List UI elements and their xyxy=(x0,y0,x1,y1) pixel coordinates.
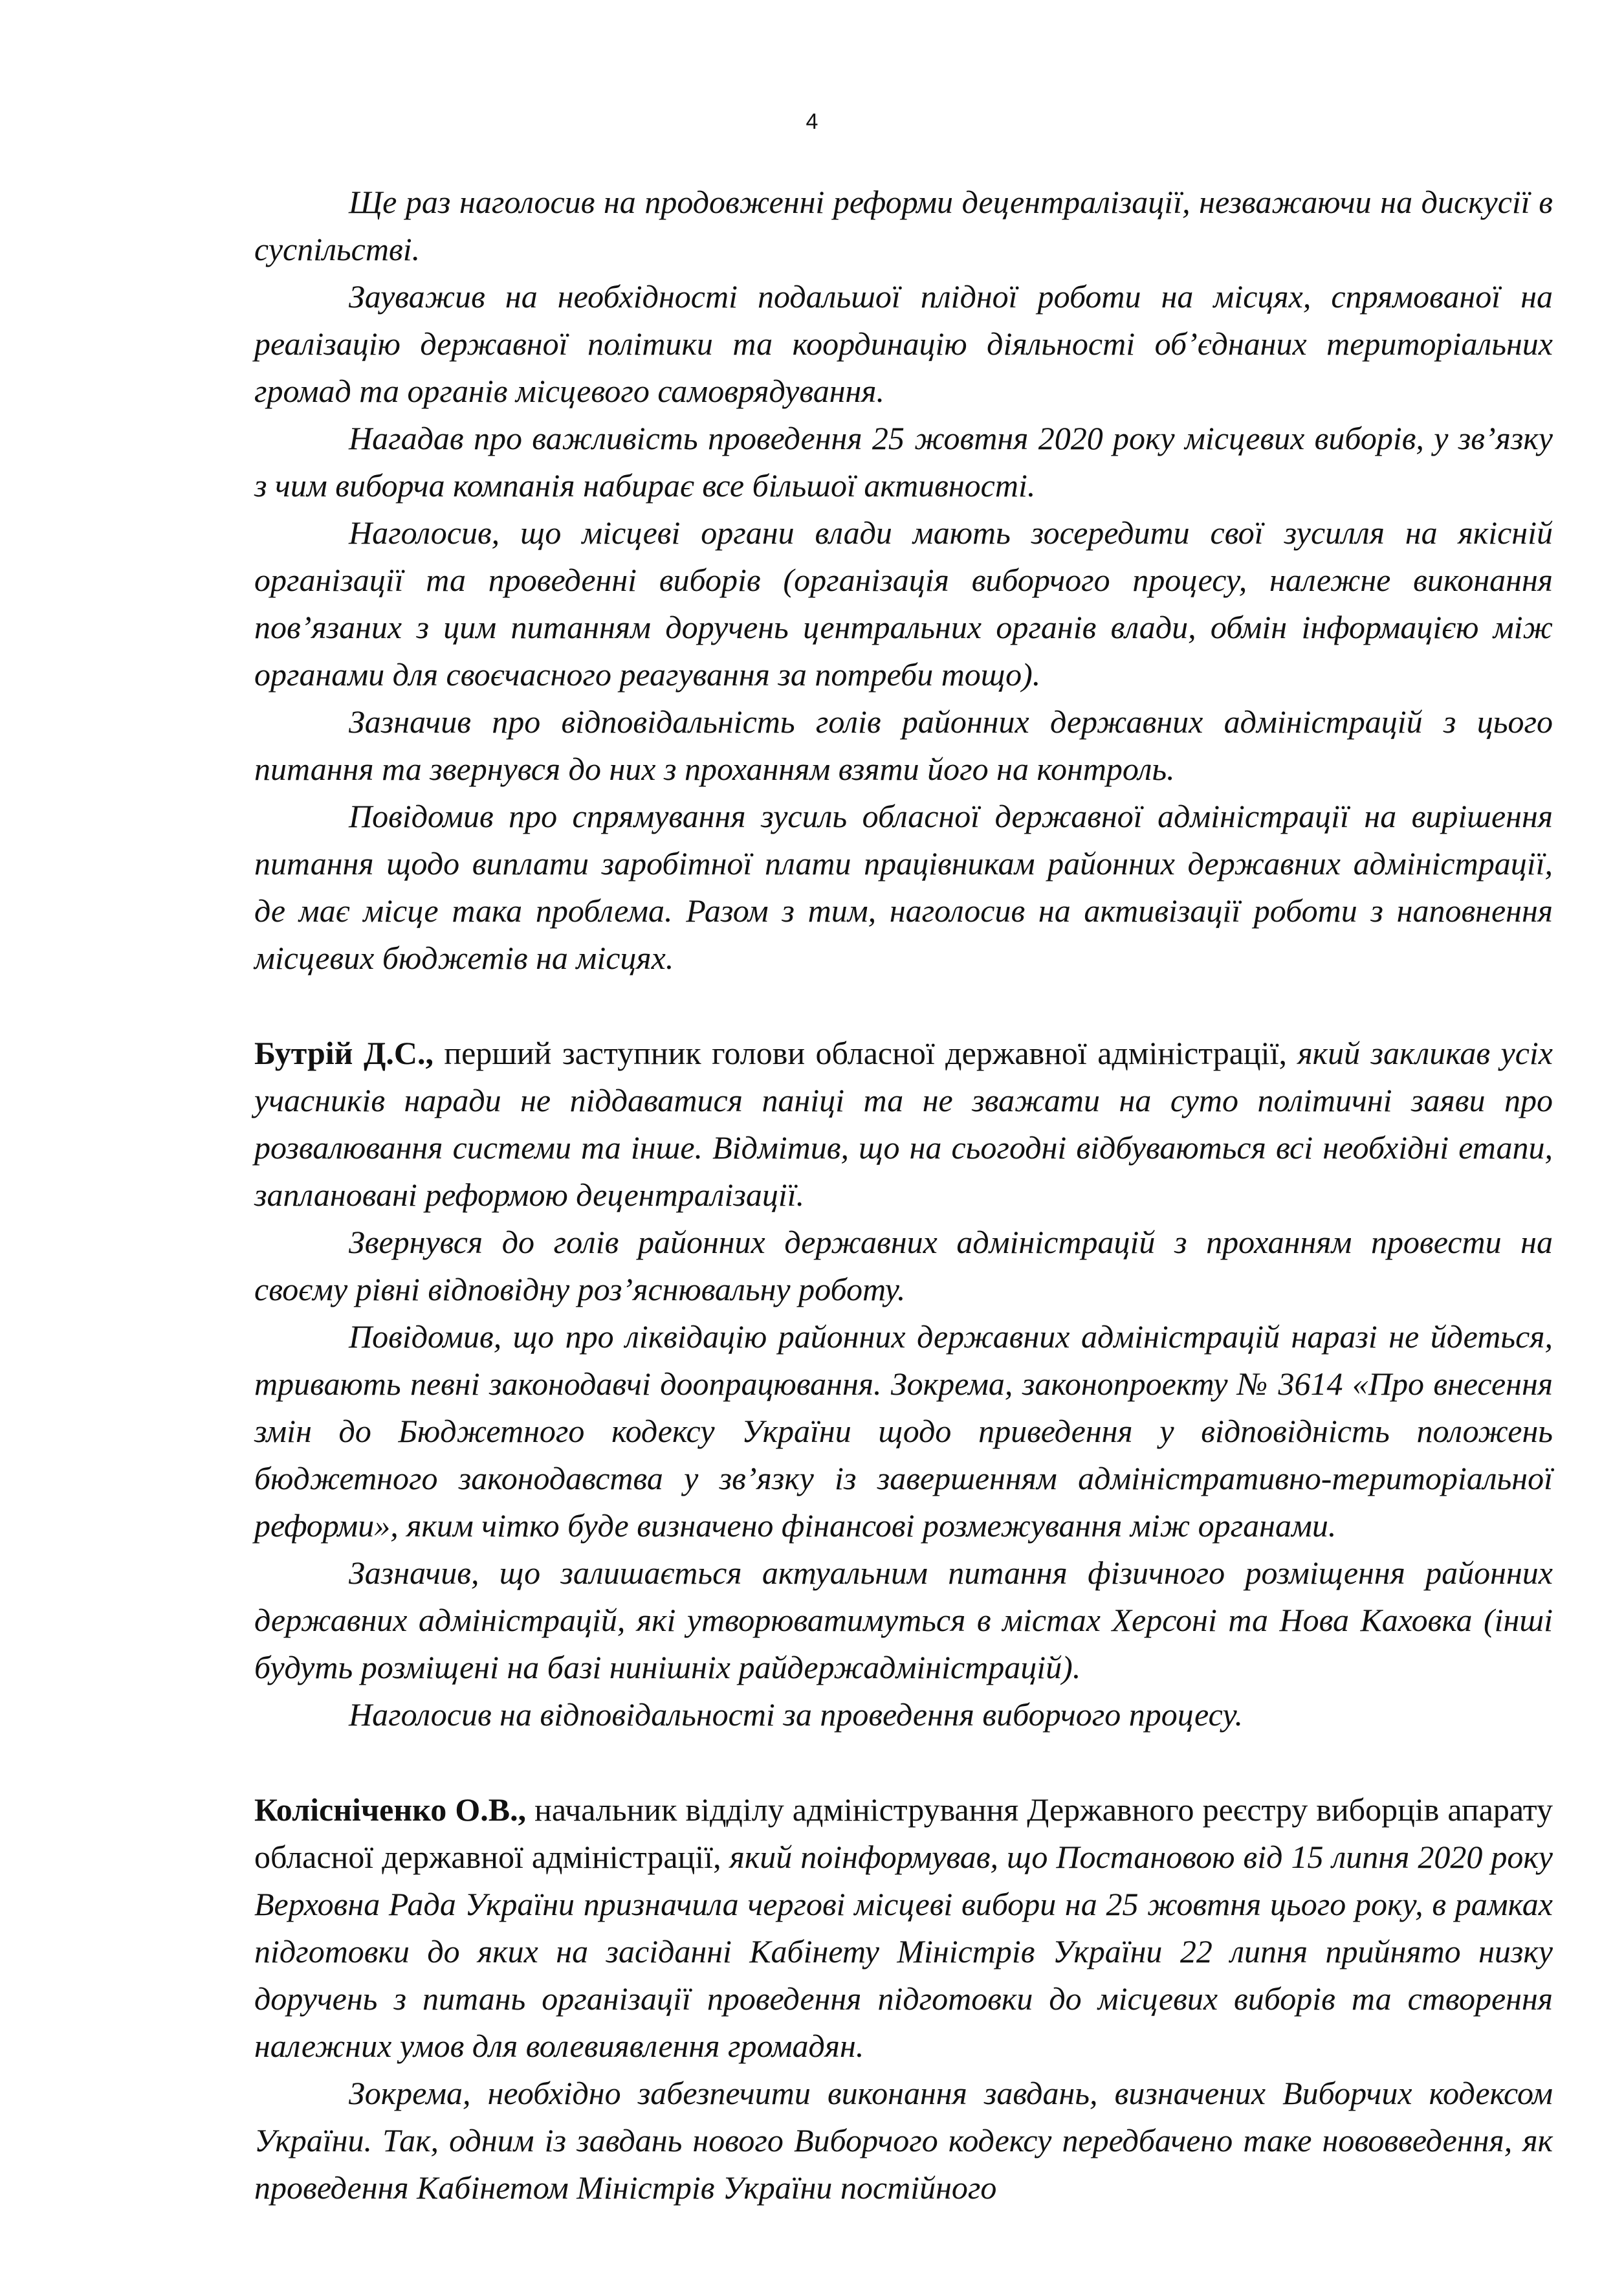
paragraph-electoral-code-tasks: Зокрема, необхідно забезпечити виконання завдань, визначених Виборчих кодексом України. Так, одним із завдань нового Виборчого кодексу передбачено таке нововведення, як проведення Кабінетом Міністрів України постійного xyxy=(254,2075,1553,2206)
paragraph-local-elections-date: Нагадав про важливість проведення 25 жовтня 2020 року місцевих виборів, у зв’язку з чим виборча компанія набирає все більшої активності. xyxy=(254,420,1553,504)
speaker-paragraph-butrii xyxy=(254,1030,1553,1219)
speaker-name: Бутрій Д.С., xyxy=(254,1035,433,1071)
document-body xyxy=(254,179,1553,2212)
speaker-position: начальник відділу адміністрування Державного реєстру виборців апарату обласної державної адміністрації, xyxy=(254,1791,1553,1875)
paragraph-election-organization: Наголосив, що місцеві органи влади мають зосередити свої зусилля на якісній організації та проведенні виборів (організація виборчого процесу, належне виконання пов’язаних з цим питанням доручень центральних органів влади, обмін інформацією між органами для своєчасного реагування за потреби тощо). xyxy=(254,515,1553,693)
speaker-statement: який закликав усіх учасників наради не піддаватися паніці та не зважати на суто політичні заяви про розвалювання системи та інше. Відмітив, що на сьогодні відбуваються всі необхідні етапи, заплановані реформою децентралізації. xyxy=(254,1035,1553,1213)
paragraph-election-responsibility: Наголосив на відповідальності за проведення виборчого процесу. xyxy=(349,1696,1243,1733)
page-number: 4 xyxy=(806,109,818,134)
speaker-name: Колісніченко О.В., xyxy=(254,1791,527,1828)
paragraph-no-liquidation: Повідомив, що про ліквідацію районних державних адміністрацій наразі не йдеться, тривають певні законодавчі доопрацювання. Зокрема, законопроекту № 3614 «Про внесення змін до Бюджетного кодексу України щодо приведення у відповідність положень бюджетного законодавства у зв’язку із завершенням адміністративно-територіальної реформи», яким чітко буде визначено фінансові розмежування між органами. xyxy=(254,1318,1553,1544)
speaker-statement: який поінформував, що Постановою від 15 липня 2020 року Верховна Рада України призначила чергові місцеві вибори на 25 жовтня цього року, в рамках підготовки до яких на засіданні Кабінету Міністрів України 22 липня прийнято низку доручень з питань організації проведення підготовки до місцевих виборів та створення належних умов для волевиявлення громадян. xyxy=(254,1839,1553,2064)
paragraph-explanatory-work: Звернувся до голів районних державних адміністрацій з проханням провести на своєму рівні відповідну роз’яснювальну роботу. xyxy=(254,1224,1553,1307)
paragraph-local-work: Зауважив на необхідності подальшої плідної роботи на місцях, спрямованої на реалізацію державної політики та координацію діяльності об’єднаних територіальних громад та органів місцевого самоврядування. xyxy=(254,278,1553,409)
speaker-paragraph-kolisnichenko xyxy=(254,1786,1553,2070)
paragraph-district-heads-responsibility: Зазначив про відповідальність голів районних державних адміністрацій з цього питання та звернувся до них з проханням взяти його на контроль. xyxy=(254,704,1553,787)
speaker-position: перший заступник голови обласної державної адміністрації, xyxy=(433,1035,1287,1071)
paragraph-physical-placement: Зазначив, що залишається актуальним питання фізичного розміщення районних державних адміністрацій, які утворюватимуться в містах Херсоні та Нова Каховка (інші будуть розміщені на базі нинішніх райдержадміністрацій). xyxy=(254,1555,1553,1685)
paragraph-decentralization-reform: Ще раз наголосив на продовженні реформи децентралізації, незважаючи на дискусії в суспільстві. xyxy=(254,184,1553,267)
paragraph-salary-payments: Повідомив про спрямування зусиль обласної державної адміністрації на вирішення питання щодо виплати заробітної плати працівникам районних державних адміністрації, де має місце така проблема. Разом з тим, наголосив на активізації роботи з наповнення місцевих бюджетів на місцях. xyxy=(254,798,1553,976)
